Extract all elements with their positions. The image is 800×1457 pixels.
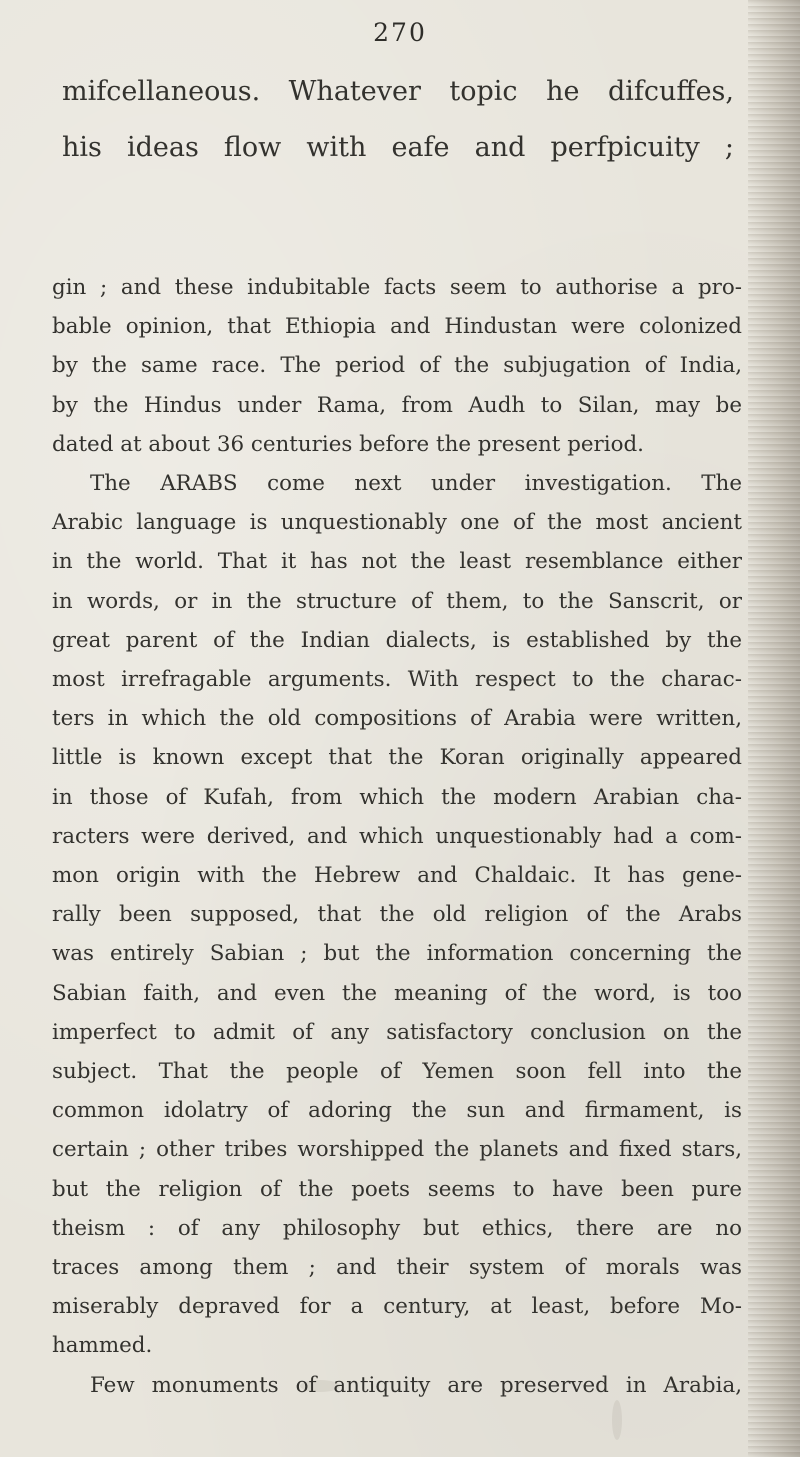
page-edge [748, 0, 800, 1457]
text-line: hammed. [52, 1333, 153, 1359]
text-line: in words, or in the structure of them, to the Sanscrit, or [52, 588, 742, 614]
text-line: bable opinion, that Ethiopia and Hindustan were colonized [52, 314, 742, 340]
text-line: great parent of the Indian dialects, is established by the [52, 627, 742, 653]
text-line: Arabic language is unquestionably one of the most ancient [52, 510, 742, 536]
text-line: was entirely Sabian ; but the information concerning the [52, 941, 742, 967]
running-line: mifcellaneous. Whatever topic he difcuffes, [62, 76, 734, 107]
text-line: dated at about 36 centuries before the present period. [52, 431, 644, 457]
text-line: by the Hindus under Rama, from Audh to Silan, may be [52, 392, 742, 418]
text-line: certain ; other tribes worshipped the planets and fixed stars, [52, 1137, 742, 1163]
text-line: in the world. That it has not the least resemblance either [52, 549, 742, 575]
running-text [62, 64, 734, 176]
text-line: by the same race. The period of the subjugation of India, [52, 353, 742, 379]
text-line: theism : of any philosophy but ethics, there are no [52, 1215, 742, 1241]
text-line: miserably depraved for a century, at least, before Mo- [52, 1294, 742, 1320]
text-line: traces among them ; and their system of morals was [52, 1255, 742, 1281]
text-line: ters in which the old compositions of Arabia were written, [52, 706, 742, 732]
text-line: imperfect to admit of any satisfactory conclusion on the [52, 1019, 742, 1045]
text-line: Few monuments of antiquity are preserved in Arabia, [90, 1372, 742, 1398]
paper-smudge [612, 1400, 622, 1440]
text-line: mon origin with the Hebrew and Chaldaic. It has gene- [52, 863, 742, 889]
text-line: rally been supposed, that the old religion of the Arabs [52, 902, 742, 928]
text-line: The ARABS come next under investigation. The [90, 471, 742, 497]
text-line: Sabian faith, and even the meaning of the word, is too [52, 980, 742, 1006]
running-line: his ideas flow with eafe and perfpicuity ; [62, 132, 734, 163]
text-line: common idolatry of adoring the sun and firmament, is [52, 1098, 742, 1124]
text-line: most irrefragable arguments. With respect to the charac- [52, 667, 742, 693]
text-line: little is known except that the Koran originally appeared [52, 745, 742, 771]
page-number: 270 [373, 18, 427, 47]
text-line: but the religion of the poets seems to have been pure [52, 1176, 742, 1202]
text-line: subject. That the people of Yemen soon fell into the [52, 1059, 742, 1085]
text-line: racters were derived, and which unquestionably had a com- [52, 823, 742, 849]
body-text [52, 268, 742, 1405]
text-line: gin ; and these indubitable facts seem to authorise a pro- [52, 275, 742, 300]
text-line: in those of Kufah, from which the modern Arabian cha- [52, 784, 742, 810]
